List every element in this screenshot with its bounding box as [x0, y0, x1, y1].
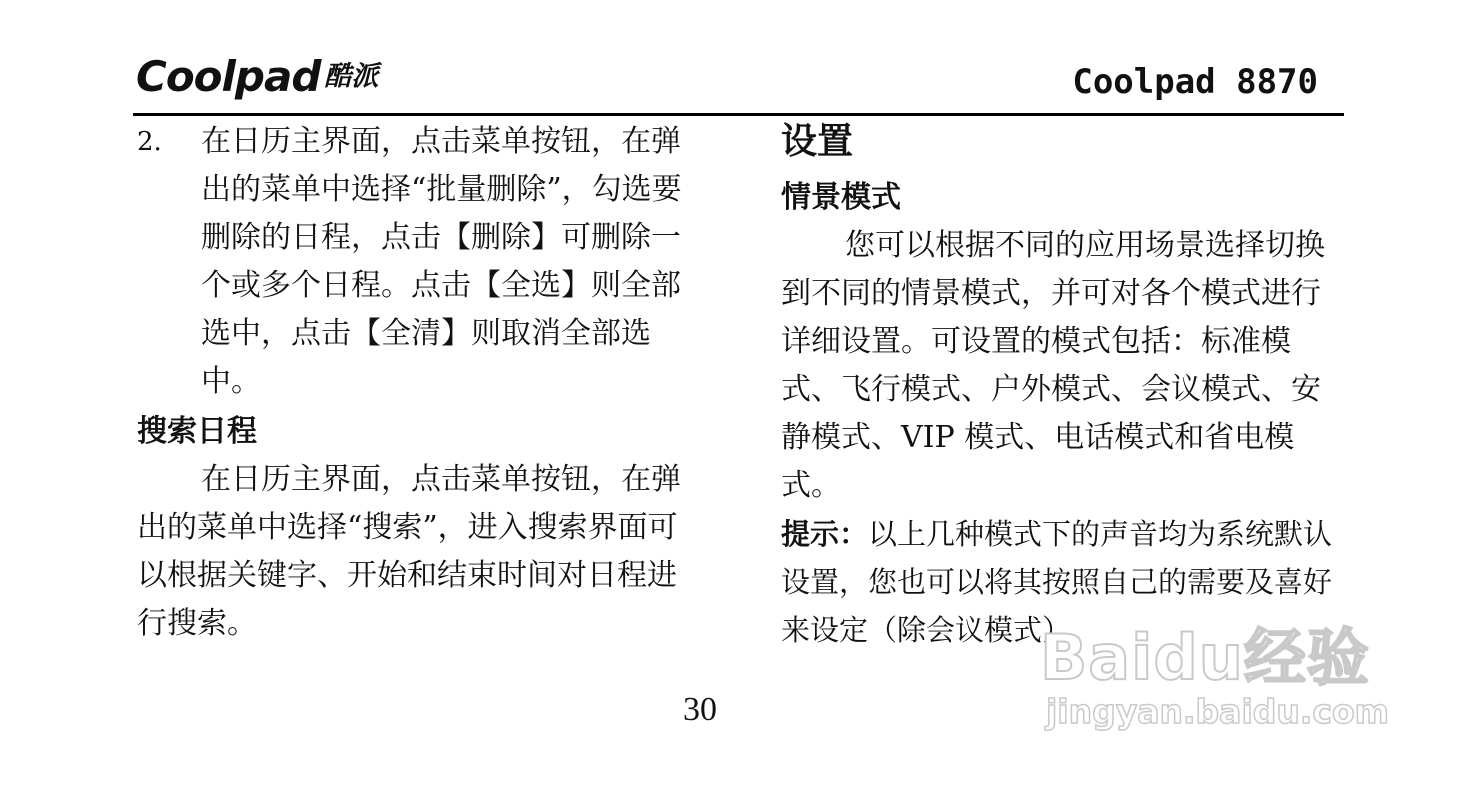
section-title-settings: 设置 [781, 121, 854, 162]
tip-note [781, 510, 1341, 654]
logo-chinese: 酷派 [324, 61, 379, 92]
list-item-number: 2. [137, 127, 162, 157]
profiles-paragraph: 您可以根据不同的应用场景选择切换到不同的情景模式，并可对各个模式进行详细设置。可设置的模式包括：标准模式、飞行模式、户外模式、会议模式、安静模式、VIP 模式、电话模式和省电模式。 [781, 228, 1325, 503]
list-item-text: 在日历主界面，点击菜单按钮，在弹出的菜单中选择“批量删除”，勾选要删除的日程，点击【删除】可删除一个或多个日程。点击【全选】则全部选中，点击【全清】则取消全部选中。 [201, 124, 682, 399]
tip-label: 提示： [781, 517, 869, 551]
coolpad-logo [136, 54, 378, 100]
section-heading-profiles: 情景模式 [781, 180, 901, 215]
page-number: 30 [683, 691, 717, 728]
left-column [137, 118, 682, 648]
tip-text: 以上几种模式下的声音均为系统默认设置，您也可以将其按照自己的需要及喜好来设定（除会议模式）。 [781, 517, 1333, 647]
watermark-logo: Baidu经验 [1040, 620, 1370, 694]
section-heading-search: 搜索日程 [137, 414, 257, 449]
right-column [781, 118, 1341, 654]
header-rule [133, 113, 1344, 116]
list-item [137, 118, 682, 406]
watermark-url: jingyan.baidu.com [1046, 692, 1390, 731]
model-title: Coolpad 8870 [1072, 62, 1318, 102]
search-paragraph: 在日历主界面，点击菜单按钮，在弹出的菜单中选择“搜索”，进入搜索界面可以根据关键字、开始和结束时间对日程进行搜索。 [137, 462, 681, 641]
logo-wordmark: Coolpad [136, 52, 321, 101]
